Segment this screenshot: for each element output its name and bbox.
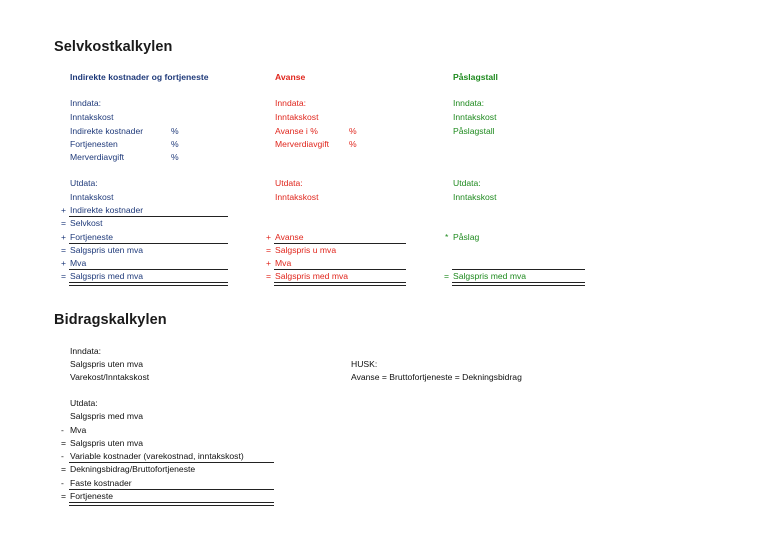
bidrag-op-eq-2: =: [61, 464, 67, 474]
col2-total-double-line: [274, 282, 406, 286]
col2-ut-inntakskost: Inntakskost: [275, 192, 319, 202]
col1-inn-indirekte-pct: %: [171, 126, 179, 136]
bidrag-sum-line-1: [69, 462, 274, 463]
col2-inn-merverdiavgift-pct: %: [349, 139, 357, 149]
col2-ut-salgspris-med-mva: Salgspris med mva: [275, 271, 349, 281]
col1-sum-line-1: [69, 216, 228, 217]
col3-total-double-line: [452, 282, 585, 286]
husk-label: HUSK:: [351, 359, 378, 369]
col1-ut-inntakskost: Inntakskost: [70, 192, 114, 202]
col1-op-plus-2: +: [61, 232, 67, 242]
col3-sum-line-1: [452, 269, 585, 270]
col2-op-plus-1: +: [266, 232, 272, 242]
col1-inn-inntakskost: Inntakskost: [70, 112, 114, 122]
col1-op-eq-1: =: [61, 218, 67, 228]
col1-sum-line-3: [69, 269, 228, 270]
col1-inn-fortjenesten: Fortjenesten: [70, 139, 118, 149]
col2-op-eq-2: =: [266, 271, 272, 281]
col2-op-plus-2: +: [266, 258, 272, 268]
bidrag-ut-salgspris-med-mva: Salgspris med mva: [70, 411, 144, 421]
bidrag-ut-salgspris-uten-mva: Salgspris uten mva: [70, 438, 144, 448]
col3-inn-paslagstall: Påslagstall: [453, 126, 495, 136]
col1-ut-fortjeneste: Fortjeneste: [70, 232, 113, 242]
col2-ut-mva: Mva: [275, 258, 292, 268]
col1-ut-salgspris-uten-mva: Salgspris uten mva: [70, 245, 144, 255]
col3-inn-inntakskost: Inntakskost: [453, 112, 497, 122]
col2-op-eq-1: =: [266, 245, 272, 255]
col3-ut-inntakskost: Inntakskost: [453, 192, 497, 202]
col1-utdata-label: Utdata:: [70, 178, 98, 188]
col2-sum-line-1: [274, 243, 406, 244]
bidrag-total-double-line: [69, 502, 274, 506]
col3-header: Påslagstall: [453, 72, 498, 82]
col1-ut-selvkost: Selvkost: [70, 218, 103, 228]
bidrag-op-minus-2: -: [61, 451, 64, 461]
col1-ut-salgspris-med-mva: Salgspris med mva: [70, 271, 144, 281]
col1-header: Indirekte kostnader og fortjeneste: [70, 72, 209, 82]
bidrag-op-minus-3: -: [61, 478, 64, 488]
col1-inndata-label: Inndata:: [70, 98, 102, 108]
bidrag-ut-dekningsbidrag: Dekningsbidrag/Bruttofortjeneste: [70, 464, 196, 474]
col1-op-eq-2: =: [61, 245, 67, 255]
col1-op-plus-1: +: [61, 205, 67, 215]
bidrag-op-minus-1: -: [61, 425, 64, 435]
bidrag-title: Bidragskalkylen: [54, 312, 167, 328]
col2-header: Avanse: [275, 72, 306, 82]
col3-ut-salgspris-med-mva: Salgspris med mva: [453, 271, 527, 281]
bidrag-sum-line-2: [69, 489, 274, 490]
bidrag-ut-faste-kostnader: Faste kostnader: [70, 478, 132, 488]
col1-ut-indirekte: Indirekte kostnader: [70, 205, 144, 215]
col2-ut-salgspris-u-mva: Salgspris u mva: [275, 245, 337, 255]
col3-utdata-label: Utdata:: [453, 178, 481, 188]
bidrag-inn-varekost: Varekost/Inntakskost: [70, 372, 150, 382]
col2-inn-avanse: Avanse i %: [275, 126, 318, 136]
bidrag-inn-salgspris-uten-mva: Salgspris uten mva: [70, 359, 144, 369]
bidrag-utdata-label: Utdata:: [70, 398, 98, 408]
col2-inn-merverdiavgift: Merverdiavgift: [275, 139, 329, 149]
selvkost-title: Selvkostkalkylen: [54, 39, 173, 55]
col2-inn-inntakskost: Inntakskost: [275, 112, 319, 122]
bidrag-op-eq-3: =: [61, 491, 67, 501]
bidrag-op-eq-1: =: [61, 438, 67, 448]
col1-sum-line-2: [69, 243, 228, 244]
col1-inn-fortjenesten-pct: %: [171, 139, 179, 149]
col2-sum-line-2: [274, 269, 406, 270]
col3-ut-paslag: Påslag: [453, 232, 480, 242]
col2-inndata-label: Inndata:: [275, 98, 307, 108]
col2-utdata-label: Utdata:: [275, 178, 303, 188]
husk-text: Avanse = Bruttofortjeneste = Dekningsbidrag: [351, 372, 522, 382]
col2-ut-avanse: Avanse: [275, 232, 304, 242]
bidrag-ut-mva: Mva: [70, 425, 87, 435]
col2-inn-avanse-pct: %: [349, 126, 357, 136]
col1-ut-mva: Mva: [70, 258, 87, 268]
col3-op-eq: =: [444, 271, 450, 281]
col1-inn-merverdiavgift-pct: %: [171, 152, 179, 162]
col1-op-eq-3: =: [61, 271, 67, 281]
col3-inndata-label: Inndata:: [453, 98, 485, 108]
col1-inn-merverdiavgift: Merverdiavgift: [70, 152, 124, 162]
col3-op-mult: *: [445, 232, 449, 242]
col1-total-double-line: [69, 282, 228, 286]
bidrag-ut-variable-kostnader: Variable kostnader (varekostnad, inntakskost): [70, 451, 244, 461]
col1-op-plus-3: +: [61, 258, 67, 268]
col1-inn-indirekte: Indirekte kostnader: [70, 126, 144, 136]
bidrag-inndata-label: Inndata:: [70, 346, 102, 356]
bidrag-ut-fortjeneste: Fortjeneste: [70, 491, 113, 501]
